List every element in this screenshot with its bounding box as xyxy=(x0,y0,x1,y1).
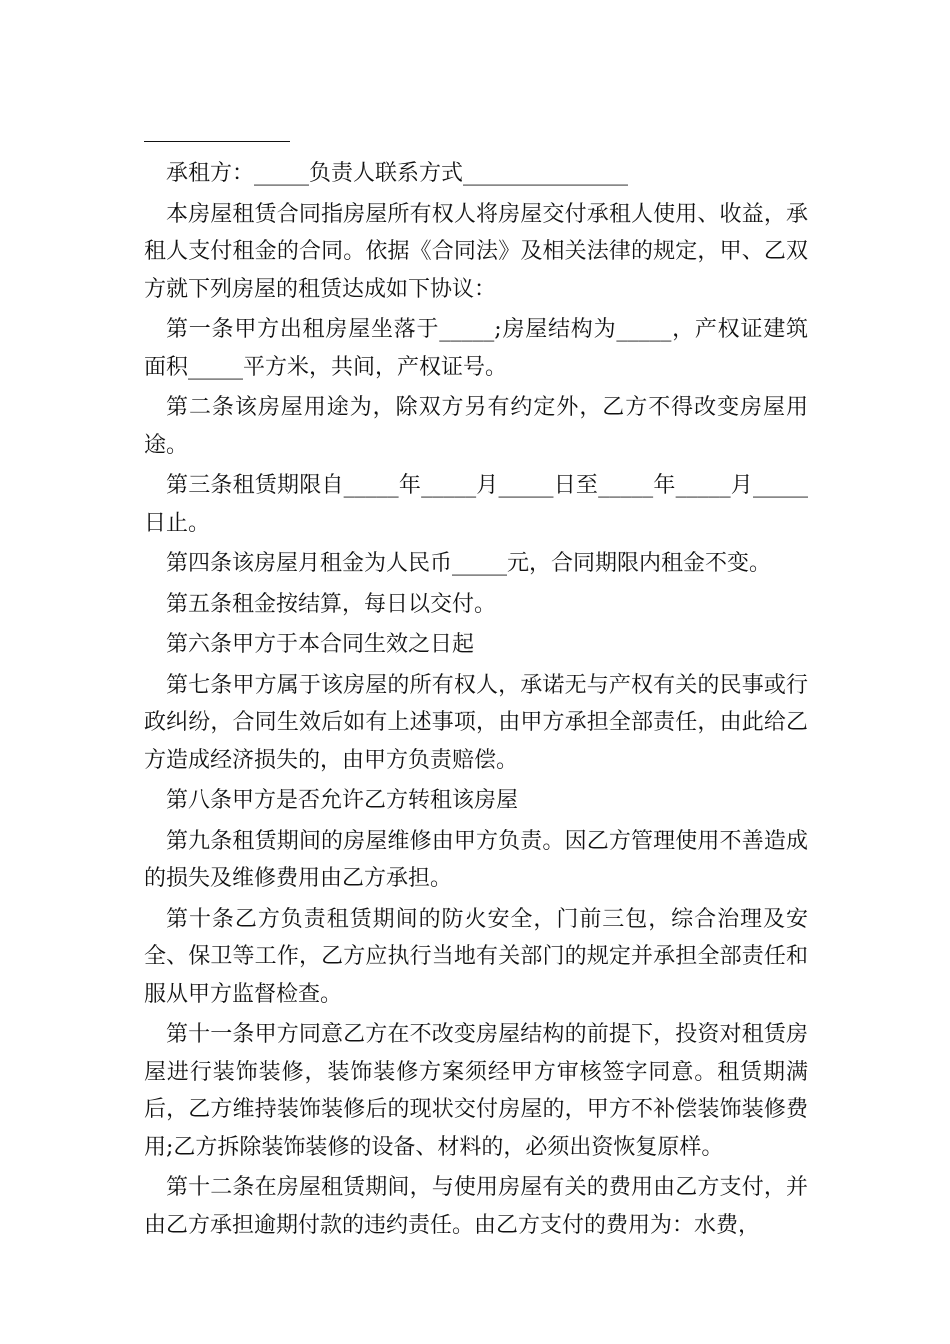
article-8: 第八条甲方是否允许乙方转租该房屋 xyxy=(166,788,519,813)
article-6: 第六条甲方于本合同生效之日起 xyxy=(166,632,475,657)
tenant-line: 承租方：_____负责人联系方式_______________ xyxy=(166,161,629,186)
article-9: 第九条租赁期间的房屋维修由甲方负责。因乙方管理使用不善造成的损失及维修费用由乙方承担。 xyxy=(144,828,808,891)
article-1: 第一条甲方出租房屋坐落于_____;房屋结构为_____，产权证建筑面积_____平方米，共间，产权证号。 xyxy=(144,317,808,380)
article-5: 第五条租金按结算，每日以交付。 xyxy=(166,591,497,617)
article-2: 第二条该房屋用途为，除双方另有约定外，乙方不得改变房屋用途。 xyxy=(144,395,808,458)
article-3: 第三条租赁期限自_____年_____月_____日至_____年_____月_____日止。 xyxy=(144,473,808,536)
article-4: 第四条该房屋月租金为人民币_____元，合同期限内租金不变。 xyxy=(166,551,772,576)
article-12: 第十二条在房屋租赁期间，与使用房屋有关的费用由乙方支付，并由乙方承担逾期付款的违约责任。由乙方支付的费用为：水费， xyxy=(144,1175,808,1238)
article-7: 第七条甲方属于该房屋的所有权人，承诺无与产权有关的民事或行政纠纷，合同生效后如有上述事项，由甲方承担全部责任，由此给乙方造成经济损失的，由甲方负责赔偿。 xyxy=(144,672,808,773)
contract-body xyxy=(144,155,808,1247)
article-11: 第十一条甲方同意乙方在不改变房屋结构的前提下，投资对租赁房屋进行装饰装修，装饰装修方案须经甲方审核签字同意。租赁期满后，乙方维持装饰装修后的现状交付房屋的，甲方不补偿装饰装修费用;乙方拆除装饰装修的设备、材料的，必须出资恢复原样。 xyxy=(144,1022,808,1160)
article-10: 第十条乙方负责租赁期间的防火安全，门前三包，综合治理及安全、保卫等工作，乙方应执行当地有关部门的规定并承担全部责任和服从甲方监督检查。 xyxy=(144,906,808,1007)
contract-preamble: 本房屋租赁合同指房屋所有权人将房屋交付承租人使用、收益，承租人支付租金的合同。依据《合同法》及相关法律的规定，甲、乙双方就下列房屋的租赁达成如下协议： xyxy=(144,201,808,302)
top-underline-blank xyxy=(144,141,290,142)
